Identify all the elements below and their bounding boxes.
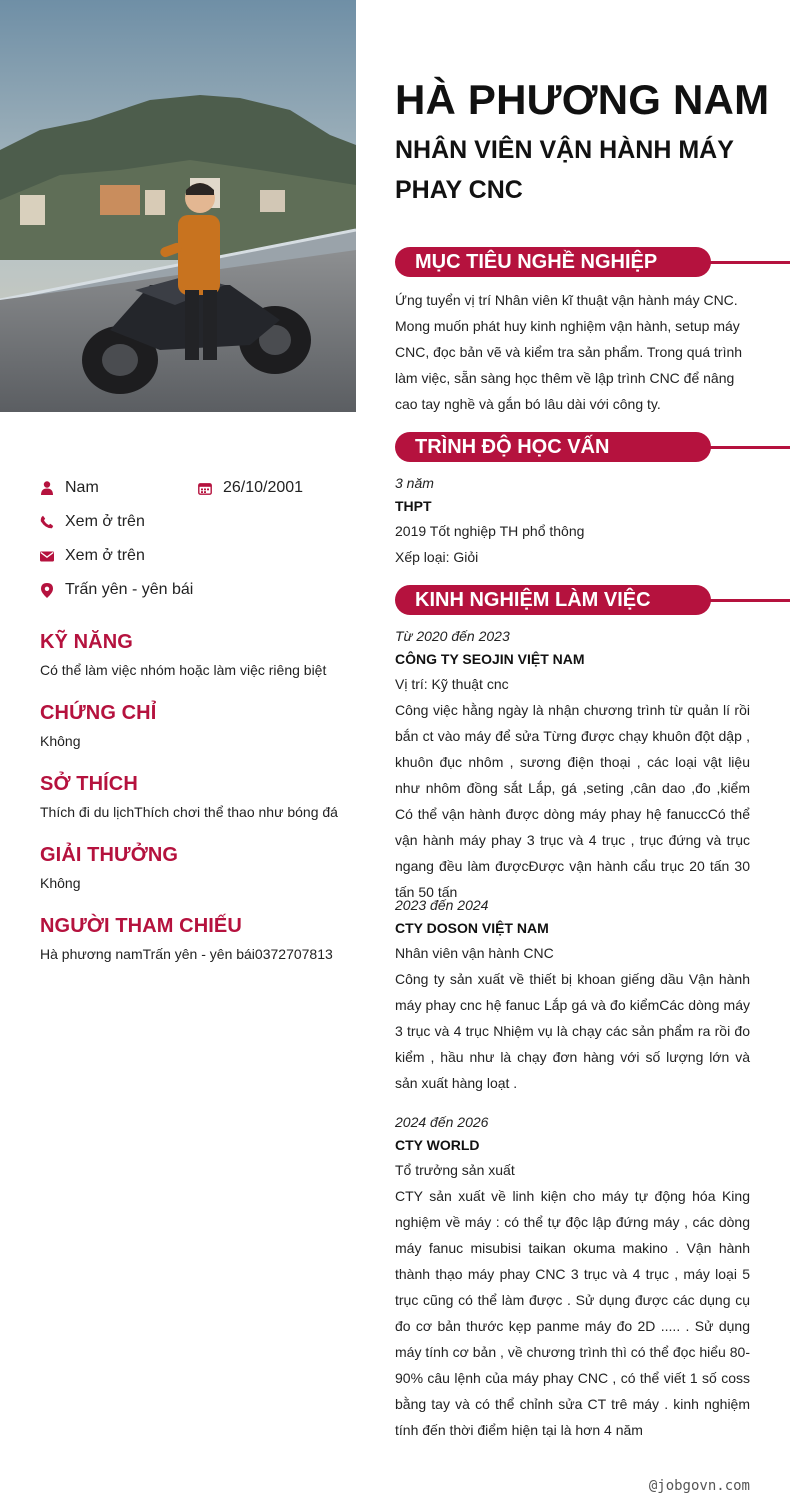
email-value: Xem ở trên (65, 547, 145, 564)
experience-description: Công ty sản xuất về thiết bị khoan giếng dầu Vận hành máy phay cnc hệ fanuc Lắp gá và đo kiểmCác dòng máy 3 trục và 4 trục Nhiệm vụ là chạy các sản phẩm ra rồi đo kiểm , hầu như là chạy đơn hàng với số lượng lớn và sản xuất hàng loạt . (395, 971, 750, 1091)
calendar-icon (198, 481, 212, 495)
phone-icon (40, 515, 54, 529)
job-position: NHÂN VIÊN VẬN HÀNH MÁY PHAY CNC (395, 136, 734, 204)
education-line2: Xếp loại: Giỏi (395, 549, 479, 565)
education-item (395, 472, 750, 570)
experience-description: CTY sản xuất về linh kiện cho máy tự động hóa King nghiệm về máy : có thể tự độc lập đứng máy , các dòng máy fanuc misubisi taikan okuma makino . Vận hành thành thạo máy phay CNC 3 trục và 4 trục , máy loại 5 trục cũng có thể làm được . Sử dụng được các dụng cụ đo cơ bản thước kẹp panme máy đo 2D ..... . Sử dụng máy tính cơ bản , về chương trình thì có thể đọc hiểu 80-90% câu lệnh của máy phay CNC , có thể viết 1 số coss bằng tay và có thể chỉnh sửa CT trê máy . kinh nghiệm tính đến thời điểm hiện tại là hơn 4 năm (395, 1188, 750, 1438)
email-icon (40, 549, 54, 563)
education-heading: TRÌNH ĐỘ HỌC VẤN (395, 432, 711, 462)
birthday-value: 26/10/2001 (223, 479, 304, 496)
experience-company: CÔNG TY SEOJIN VIỆT NAM (395, 651, 585, 667)
education-header (395, 432, 790, 462)
objective-header (395, 247, 790, 277)
references-heading: NGƯỜI THAM CHIẾU (40, 915, 242, 937)
education-time: 3 năm (395, 475, 434, 491)
experience-time: 2023 đến 2024 (395, 897, 489, 913)
experience-description: Công việc hằng ngày là nhận chương trình từ quản lí rồi bắn ct vào máy để sửa Từng được chạy khuôn đột dập , khuôn đục nhôm , sương điện thoại , các loại vật liệu như nhôm đồng sắt Lắp, gá ,seting ,cân dao ,đo ,kiểm Có thể vận hành được dòng máy phay hệ fanuccCó thể vận hành máy phay 3 trục và 4 trục , trục đứng và trục ngang đều làm đượcĐược vận hành cẩu trục 20 tấn 30 tấn 50 tấn (395, 702, 750, 900)
location-pin-icon (40, 583, 54, 597)
birthday-row (198, 479, 303, 497)
person-icon (40, 481, 54, 495)
phone-value: Xem ở trên (65, 513, 145, 530)
objective-heading: MỤC TIÊU NGHỀ NGHIỆP (395, 247, 711, 277)
certificates-heading: CHỨNG CHỈ (40, 702, 157, 724)
experience-role: Vị trí: Kỹ thuật cnc (395, 676, 509, 692)
address-value: Trấn yên - yên bái (65, 581, 194, 598)
experience-role: Nhân viên vận hành CNC (395, 945, 554, 961)
hobbies-heading: SỞ THÍCH (40, 773, 138, 795)
awards-text: Không (40, 875, 81, 891)
experience-time: 2024 đến 2026 (395, 1114, 489, 1130)
education-line1: 2019 Tốt nghiệp TH phổ thông (395, 523, 585, 539)
skills-heading: KỸ NĂNG (40, 631, 133, 653)
certificates-section (40, 702, 340, 749)
certificates-text: Không (40, 733, 81, 749)
gender-row (40, 479, 99, 497)
experience-item-1 (395, 625, 750, 905)
experience-item-3 (395, 1111, 750, 1443)
education-school: THPT (395, 498, 432, 514)
experience-time: Từ 2020 đến 2023 (395, 628, 510, 644)
experience-item-2 (395, 894, 750, 1096)
hobbies-text: Thích đi du lịchThích chơi thể thao như bóng đá (40, 804, 338, 820)
profile-photo (0, 0, 356, 412)
skills-text: Có thể làm việc nhóm hoặc làm việc riêng biệt (40, 662, 327, 678)
hobbies-section (40, 773, 340, 820)
objective-text: Ứng tuyển vị trí Nhân viên kĩ thuật vận hành máy CNC. Mong muốn phát huy kinh nghiệm vận hành, setup máy CNC, đọc bản vẽ và kiểm tra sản phẩm. Trong quá trình làm việc, sẵn sàng học thêm về lập trình CNC để nâng cao tay nghề và gắn bó lâu dài với công ty. (395, 292, 743, 412)
address-row (40, 581, 193, 599)
experience-heading: KINH NGHIỆM LÀM VIỆC (395, 585, 711, 615)
skills-section (40, 631, 340, 678)
phone-row (40, 513, 145, 531)
candidate-name: HÀ PHƯƠNG NAM (395, 76, 770, 123)
gender-value: Nam (65, 479, 99, 496)
awards-heading: GIẢI THƯỞNG (40, 844, 179, 866)
experience-company: CTY DOSON VIỆT NAM (395, 920, 549, 936)
experience-role: Tổ trưởng sản xuất (395, 1162, 515, 1178)
references-section (40, 915, 340, 962)
email-row (40, 547, 145, 565)
awards-section (40, 844, 340, 891)
references-text: Hà phương namTrấn yên - yên bái0372707813 (40, 946, 333, 962)
left-column (0, 0, 356, 1508)
footer-watermark: @jobgovn.com (648, 1478, 750, 1494)
experience-header (395, 585, 790, 615)
right-column (356, 0, 790, 1508)
experience-company: CTY WORLD (395, 1137, 480, 1153)
